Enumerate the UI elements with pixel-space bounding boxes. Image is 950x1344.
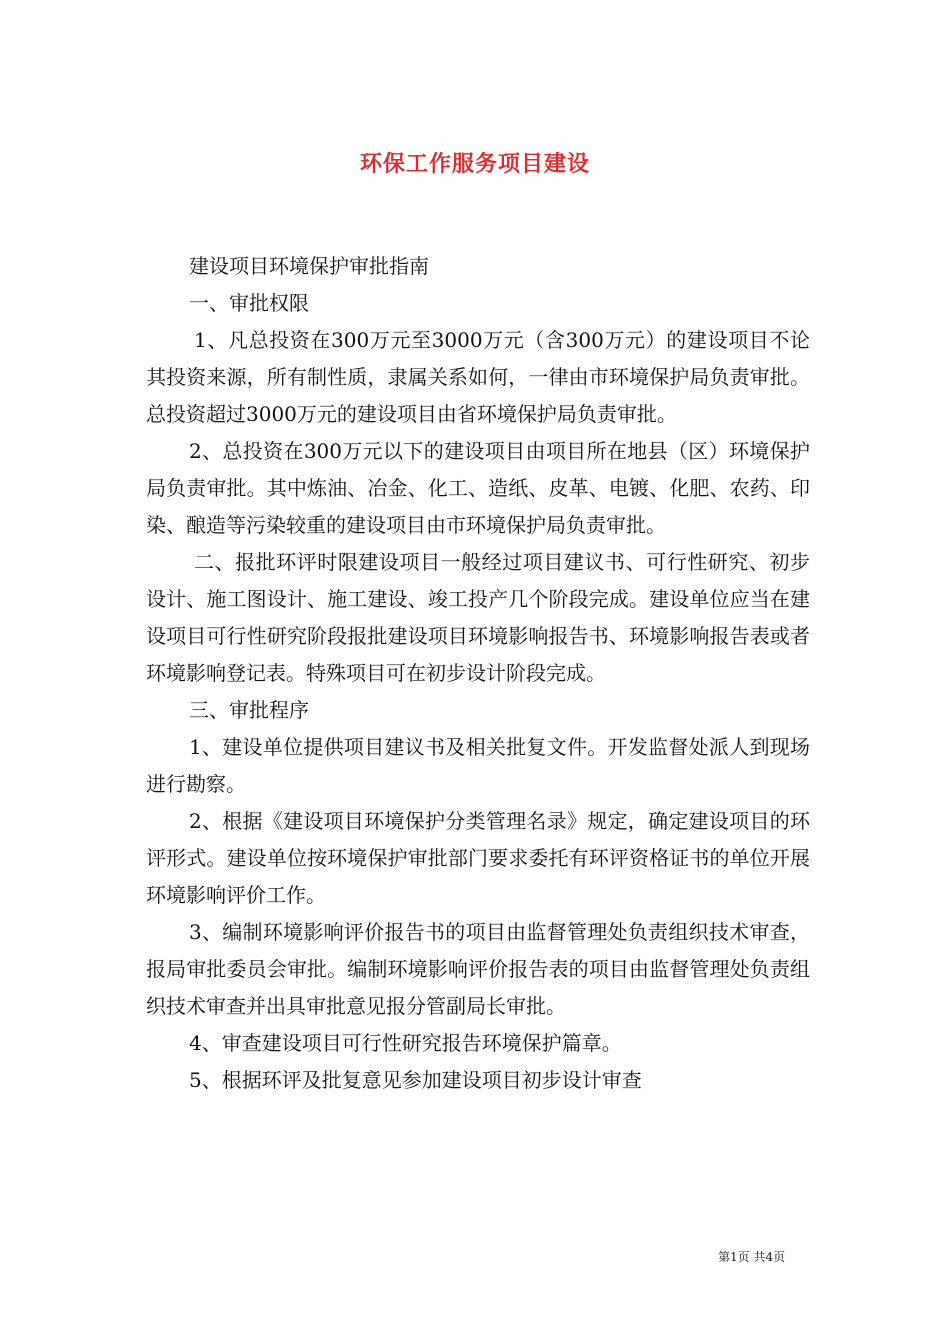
paragraph-procedure-4: 4、审查建设项目可行性研究报告环境保护篇章。 (189, 1031, 622, 1055)
section-heading-guide: 建设项目环境保护审批指南 (189, 254, 429, 278)
paragraph-authority-1: 1、凡总投资在300万元至3000万元（含300万元）的建设项目不论其投资来源，所有制性质，隶属关系如何，一律由市环境保护局负责审批。总投资超过3000万元的建设项目由省环境保护局负责审批。 (146, 328, 810, 426)
document-body (146, 248, 810, 1099)
paragraph-procedure-2: 2、根据《建设项目环境保护分类管理名录》规定，确定建设项目的环评形式。建设单位按环境保护审批部门要求委托有环评资格证书的单位开展环境影响评价工作。 (146, 809, 810, 907)
page-title: 环保工作服务项目建设 (359, 151, 590, 177)
paragraph-procedure-5: 5、根据环评及批复意见参加建设项目初步设计审查 (189, 1068, 642, 1092)
paragraph-procedure-1: 1、建设单位提供项目建议书及相关批复文件。开发监督处派人到现场进行勘察。 (146, 735, 810, 796)
section-heading-procedure: 三、审批程序 (189, 698, 309, 722)
paragraph-authority-2: 2、总投资在300万元以下的建设项目由项目所在地县（区）环境保护局负责审批。其中炼油、冶金、化工、造纸、皮革、电镀、化肥、农药、印染、酿造等污染较重的建设项目由市环境保护局负责审批。 (146, 439, 810, 537)
section-heading-authority: 一、审批权限 (189, 291, 309, 315)
paragraph-procedure-3: 3、编制环境影响评价报告书的项目由监督管理处负责组织技术审查，报局审批委员会审批。编制环境影响评价报告表的项目由监督管理处负责组织技术审查并出具审批意见报分管副局长审批。 (146, 920, 810, 1018)
page-number-footer: 第1页 共4页 (718, 1250, 786, 1264)
paragraph-time-limit: 二、报批环评时限建设项目一般经过项目建议书、可行性研究、初步设计、施工图设计、施工建设、竣工投产几个阶段完成。建设单位应当在建设项目可行性研究阶段报批建设项目环境影响报告书、环境影响报告表或者环境影响登记表。特殊项目可在初步设计阶段完成。 (146, 550, 810, 685)
